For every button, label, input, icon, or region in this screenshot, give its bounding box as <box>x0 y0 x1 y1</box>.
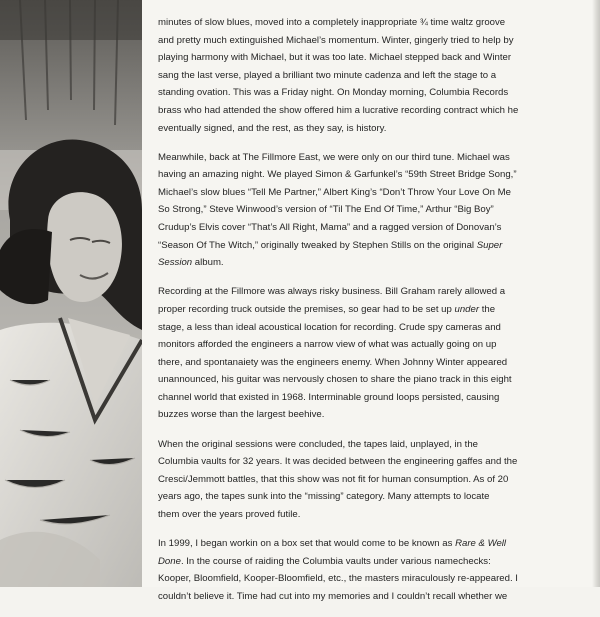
italic-title-done: Done <box>158 555 181 567</box>
paragraph-5: In 1999, I began workin on a box set that would come to be known as Rare & Well Done. In the course of raiding the Columbia vaults under various namechecks: Kooper, Bloomfield, Kooper-Bloomfield, etc., the masters miraculously re-appeared. I couldn’t believe it. Time had cut into my memories and I couldn’t recall whether we <box>158 538 518 602</box>
paragraph-4: When the original sessions were concluded, the tapes laid, unplayed, in the Columbia vaults for 32 years. It was decided between the engineering gaffes and the Cresci/Jemmott battles, that this show was not fit for human consumption. As of 20 years ago, the tapes sunk into the “missing” category. Many attempts to locate them over the years proved futile. <box>158 438 518 520</box>
text-page <box>142 0 600 602</box>
photo-illustration <box>0 0 142 587</box>
paragraph-2: Meanwhile, back at The Fillmore East, we were only on our third tune. Michael was having an amazing night. We played Simon & Garfunkel’s “59th Street Bridge Song,” Michael’s slow blues “Tell Me Partner,” Albert King’s “Don’t Throw Your Love On Me So Strong,” Steve Winwood’s version of “Til The End Of Time,” Arthur “Big Boy” Crudup’s Elvis cover “That’s All Right, Mama” and a ragged version of Donovan’s “Season Of The Witch,” originally tweaked by Stephen Stills on the original Super Session album. <box>158 151 517 269</box>
musician-photo <box>0 0 142 587</box>
paragraph-1: minutes of slow blues, moved into a completely inappropriate ¾ time waltz groove and pretty much extinguished Michael’s momentum. Winter, gingerly tried to help by playing harmony with Michael, but it was too late. Michael stepped back and Winter sang the last verse, played a brilliant two minute cadenza and left the stage to a standing ovation. This was a Friday night. On Monday morning, Columbia Records brass who had attended the show offered him a lucrative recording contract which he eventually signed, and the rest, as they say, is history. <box>158 17 519 134</box>
paragraph-3: Recording at the Fillmore was always risky business. Bill Graham rarely allowed a proper recording truck outside the premises, so gear had to be set up under the stage, a less than ideal acoustical location for recording. Crude spy cameras and monitors afforded the engineers a narrow view of what was actually going on up there, and spontanaiety was the engineers enemy. When Johnny Winter appeared unannounced, his guitar was nervously chosen to share the piano track in this eight channel world that existed in 1968. Interminable ground loops persisted, causing buzzes worse than the largest beehive. <box>158 286 512 421</box>
page-spine-shadow <box>592 0 600 587</box>
article-body <box>158 14 583 617</box>
